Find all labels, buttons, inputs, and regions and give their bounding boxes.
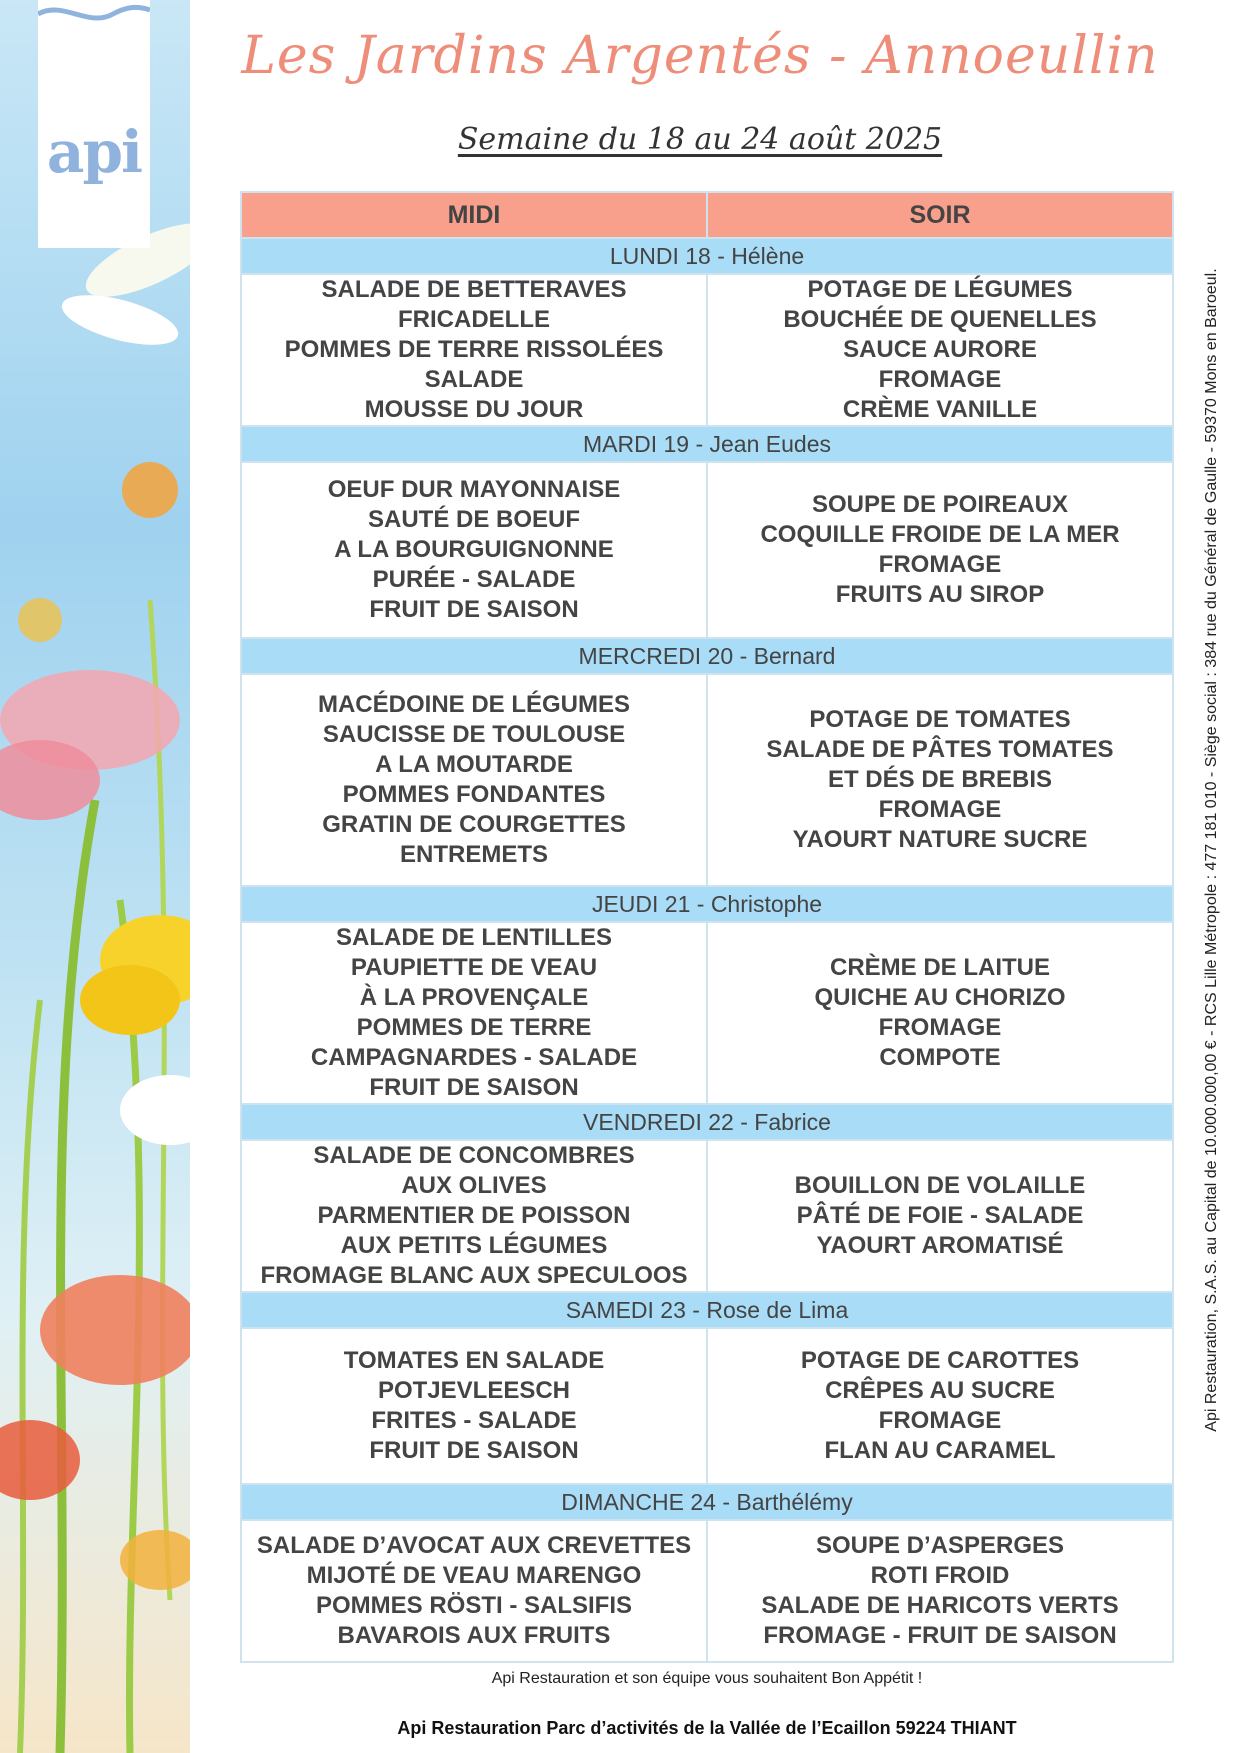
meal-row [241,1520,1173,1662]
meal-cell-midi [241,674,707,886]
dish-item: SAUTÉ DE BOEUF [367,506,580,533]
dish-item: POMMES RÖSTI - SALSIFIS [315,1592,633,1619]
dish-item: FRUIT DE SAISON [369,596,579,623]
dish-item: AUX PETITS LÉGUMES [340,1232,608,1259]
week-label: Semaine du 18 au 24 août 2025 [457,122,943,157]
meal-cell-soir [707,462,1173,638]
day-row [241,638,1173,674]
day-label: MERCREDI 20 - Bernard [241,638,1173,674]
dish-item: QUICHE AU CHORIZO [814,984,1066,1011]
dish-item: MACÉDOINE DE LÉGUMES [317,691,631,718]
dish-item: FROMAGE BLANC AUX SPECULOOS [260,1262,688,1289]
api-logo [38,0,150,248]
meal-row [241,462,1173,638]
dish-item: SALADE DE HARICOTS VERTS [761,1592,1119,1619]
menu-body [241,238,1173,1662]
dish-item: YAOURT AROMATISÉ [816,1232,1064,1259]
day-row [241,238,1173,274]
table-header-row [241,192,1173,238]
dish-item: YAOURT NATURE SUCRE [792,826,1088,853]
dish-item: GRATIN DE COURGETTES [322,811,626,838]
meal-cell-midi [241,1140,707,1292]
dish-item: FROMAGE [878,551,1002,578]
dish-item: PURÉE - SALADE [372,566,576,593]
dish-item: PARMENTIER DE POISSON [317,1202,631,1229]
dish-item: TOMATES EN SALADE [343,1347,605,1374]
meal-cell-midi [241,922,707,1104]
dish-item: FRUITS AU SIROP [835,581,1045,608]
dish-item: SALADE DE BETTERAVES [321,276,627,303]
dish-item: CRÈME DE LAITUE [829,954,1050,981]
dish-item: CRÊPES AU SUCRE [825,1377,1055,1404]
dish-item: OEUF DUR MAYONNAISE [327,476,621,503]
column-header-midi: MIDI [241,192,707,238]
logo-wave-icon [38,0,150,30]
dish-item: FROMAGE [878,366,1002,393]
day-row [241,426,1173,462]
dish-item: ROTI FROID [870,1562,1010,1589]
meal-row [241,674,1173,886]
meal-cell-soir [707,274,1173,426]
dish-item: MIJOTÉ DE VEAU MARENGO [306,1562,642,1589]
dish-item: SOUPE DE POIREAUX [811,491,1069,518]
dish-item: COMPOTE [879,1044,1001,1071]
dish-item: FRICADELLE [398,306,550,333]
dish-item: POMMES DE TERRE [356,1014,592,1041]
dish-item: FROMAGE - FRUIT DE SAISON [763,1622,1117,1649]
dish-item: À LA PROVENÇALE [359,984,589,1011]
dish-item: MOUSSE DU JOUR [364,396,584,423]
day-row [241,1484,1173,1520]
dish-item: POTAGE DE CAROTTES [800,1347,1080,1374]
day-row [241,886,1173,922]
meal-cell-soir [707,1328,1173,1484]
dish-item: CAMPAGNARDES - SALADE [310,1044,638,1071]
logo-text: api [46,118,142,186]
dish-item: POMMES FONDANTES [342,781,606,808]
meal-row [241,274,1173,426]
dish-item: PAUPIETTE DE VEAU [350,954,598,981]
day-label: VENDREDI 22 - Fabrice [241,1104,1173,1140]
day-label: SAMEDI 23 - Rose de Lima [241,1292,1173,1328]
legal-notice: Api Restauration, S.A.S. au Capital de 10.000.000,00 € - RCS Lille Métropole : 477 181 010 - Siège social : 384 rue du Général de Gaulle - 59370 Mons en Baroeul. [1203,268,1220,1432]
dish-item: COQUILLE FROIDE DE LA MER [760,521,1120,548]
dish-item: CRÈME VANILLE [842,396,1038,423]
dish-item: SALADE DE LENTILLES [335,924,612,951]
dish-item: FROMAGE [878,796,1002,823]
week-subtitle [230,122,1170,157]
dish-item: A LA BOURGUIGNONNE [334,536,614,563]
meal-cell-soir [707,922,1173,1104]
meal-cell-soir [707,1140,1173,1292]
dish-item: FRUIT DE SAISON [369,1074,579,1101]
dish-item: SOUPE D’ASPERGES [815,1532,1065,1559]
dish-item: ET DÉS DE BREBIS [827,766,1053,793]
meal-row [241,922,1173,1104]
dish-item: SALADE DE CONCOMBRES [313,1142,635,1169]
dish-item: A LA MOUTARDE [375,751,573,778]
flower-decoration [0,0,190,1753]
dish-item: AUX OLIVES [401,1172,547,1199]
dish-item: SALADE DE PÂTES TOMATES [766,736,1114,763]
dish-item: POTJEVLEESCH [377,1377,571,1404]
dish-item: SALADE [424,366,524,393]
meal-cell-midi [241,274,707,426]
dish-item: FRUIT DE SAISON [369,1437,579,1464]
dish-item: POTAGE DE TOMATES [809,706,1071,733]
dish-item: FROMAGE [878,1014,1002,1041]
meal-cell-soir [707,674,1173,886]
day-label: MARDI 19 - Jean Eudes [241,426,1173,462]
meal-cell-midi [241,1520,707,1662]
meal-cell-midi [241,462,707,638]
day-row [241,1104,1173,1140]
footer-wish: Api Restauration et son équipe vous souhaitent Bon Appétit ! [491,1670,923,1687]
dish-item: POMMES DE TERRE RISSOLÉES [284,336,664,363]
day-label: DIMANCHE 24 - Barthélémy [241,1484,1173,1520]
page-title: Les Jardins Argentés - Annoeullin [241,26,1159,86]
dish-item: POTAGE DE LÉGUMES [807,276,1073,303]
dish-item: PÂTÉ DE FOIE - SALADE [796,1202,1084,1229]
dish-item: FRITES - SALADE [371,1407,577,1434]
dish-item: BAVAROIS AUX FRUITS [337,1622,611,1649]
dish-item: SAUCISSE DE TOULOUSE [322,721,626,748]
day-label: LUNDI 18 - Hélène [241,238,1173,274]
dish-item: FLAN AU CARAMEL [824,1437,1056,1464]
dish-item: BOUCHÉE DE QUENELLES [783,306,1097,333]
footer-address: Api Restauration Parc d’activités de la Vallée de l’Ecaillon 59224 THIANT [397,1718,1017,1738]
day-row [241,1292,1173,1328]
meal-row [241,1328,1173,1484]
menu-table [240,191,1174,1663]
column-header-soir: SOIR [707,192,1173,238]
dish-item: BOUILLON DE VOLAILLE [794,1172,1086,1199]
dish-item: SALADE D’AVOCAT AUX CREVETTES [256,1532,692,1559]
meal-cell-midi [241,1328,707,1484]
flower-illustration [0,0,190,1753]
dish-item: FROMAGE [878,1407,1002,1434]
meal-row [241,1140,1173,1292]
day-label: JEUDI 21 - Christophe [241,886,1173,922]
dish-item: ENTREMETS [399,841,548,868]
dish-item: SAUCE AURORE [843,336,1037,363]
meal-cell-soir [707,1520,1173,1662]
